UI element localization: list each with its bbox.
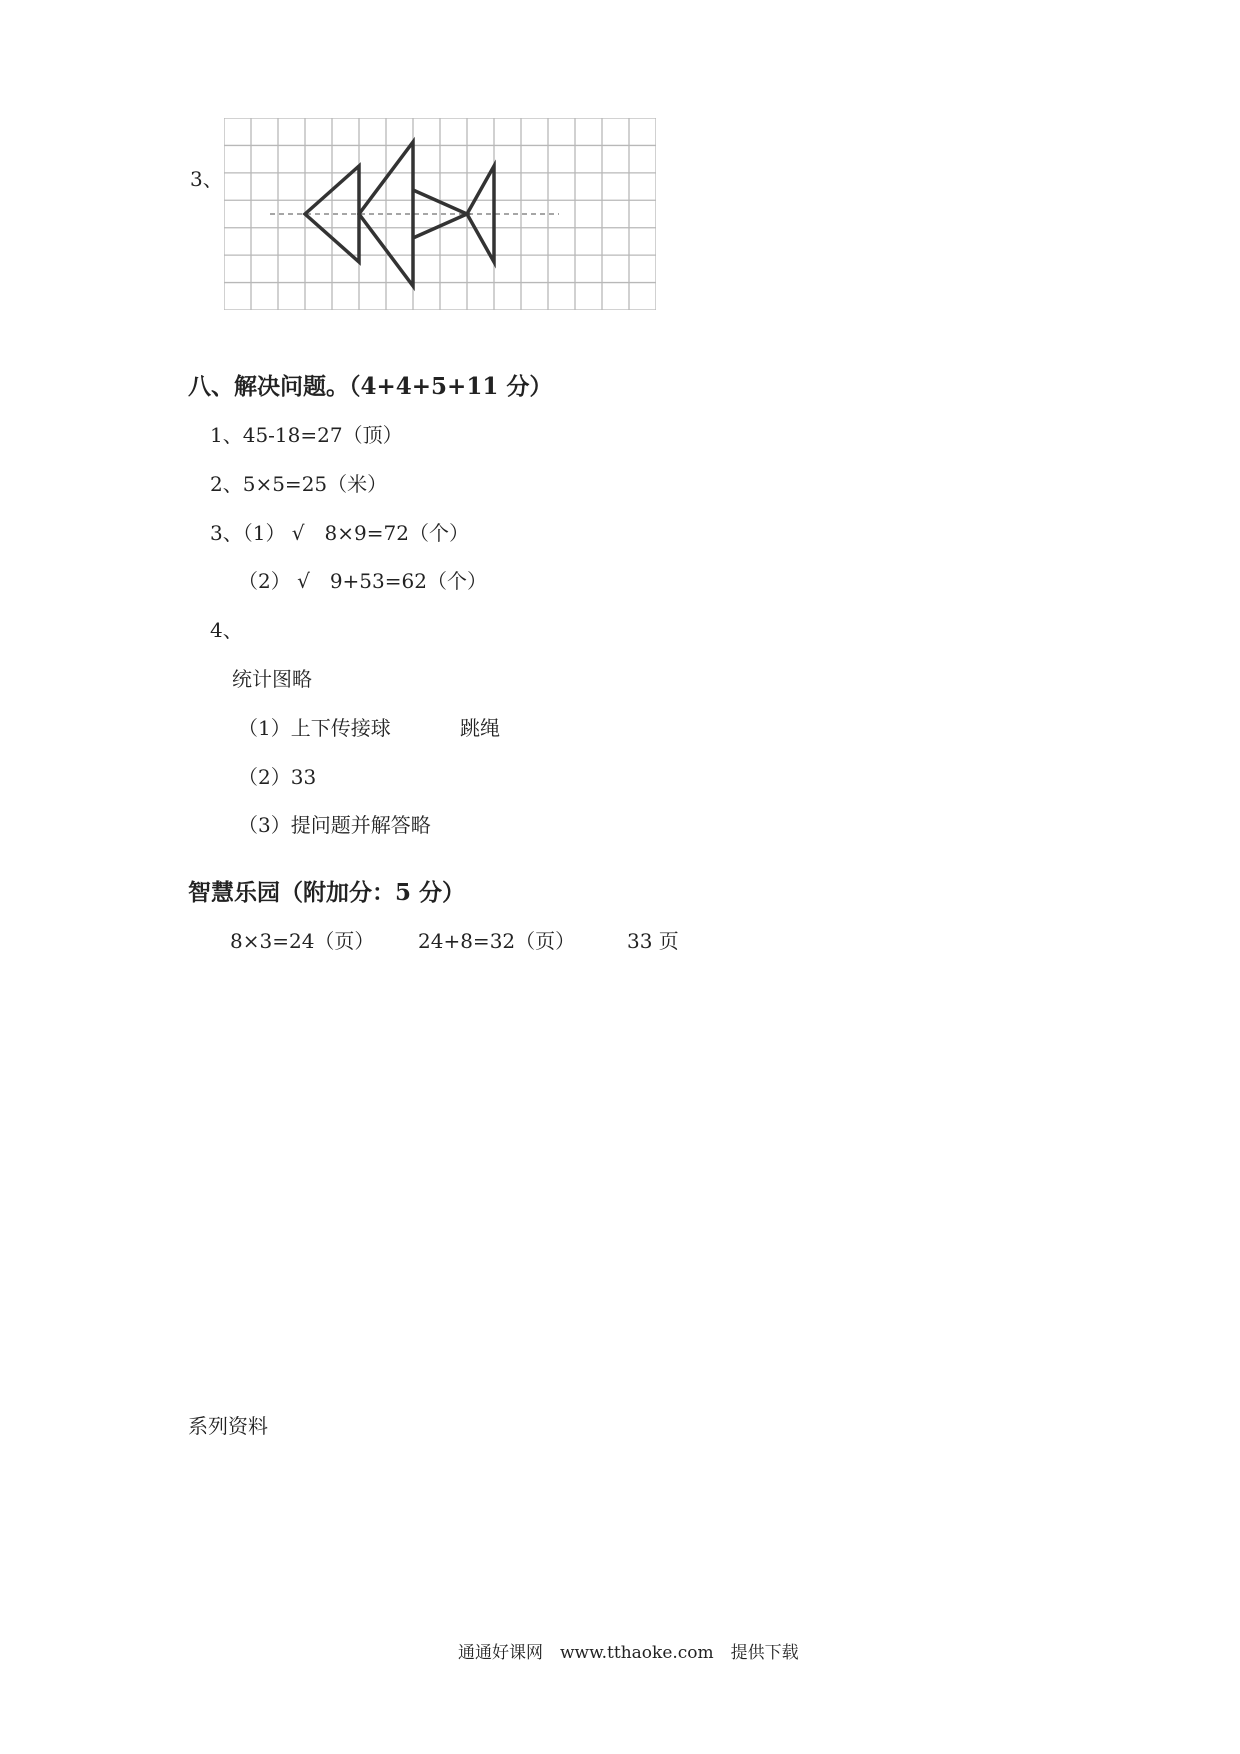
symmetry-grid-figure [224, 118, 656, 310]
footer-credit: 通通好课网 www.tthaoke.com 提供下载 [458, 1643, 799, 1663]
bonus-title: 智慧乐园（附加分：5 分） [188, 879, 466, 906]
answer-8-4-3: （3）提问题并解答略 [238, 813, 431, 837]
answer-8-2: 2、5×5=25（米） [210, 472, 388, 496]
answer-8-4-1b: 跳绳 [460, 716, 500, 740]
answer-8-4: 4、 [210, 618, 243, 642]
series-label: 系列资料 [188, 1414, 268, 1438]
figure-label: 3、 [190, 167, 223, 191]
answer-8-4-1a: （1）上下传接球 [238, 716, 391, 740]
answer-8-3-1: 3、（1） √ 8×9=72（个） [210, 521, 469, 545]
bonus-answer-2: 24+8=32（页） [418, 929, 576, 953]
answer-8-4-2: （2）33 [238, 765, 317, 789]
bonus-answer-3: 33 页 [627, 929, 679, 953]
answer-8-1: 1、45-18=27（顶） [210, 423, 403, 447]
bonus-answer-1: 8×3=24（页） [230, 929, 375, 953]
section-8-title: 八、解决问题。（4+4+5+11 分） [188, 373, 553, 400]
answer-8-4-chart: 统计图略 [232, 667, 312, 691]
answer-8-3-2: （2） √ 9+53=62（个） [238, 569, 487, 593]
